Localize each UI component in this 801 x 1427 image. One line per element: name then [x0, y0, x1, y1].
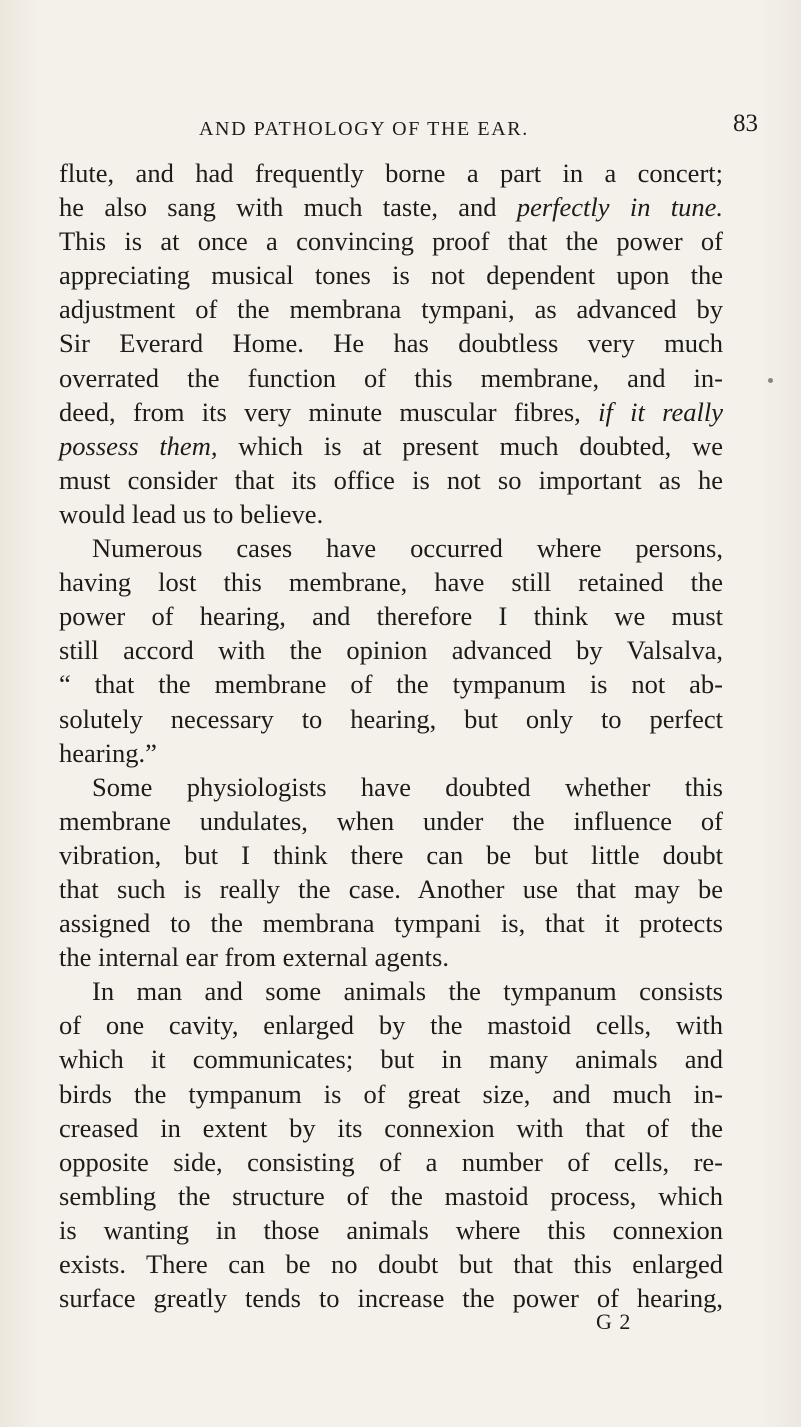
text-line: which it communicates; but in many animals and — [59, 1044, 723, 1075]
text-line — [59, 190, 723, 224]
text-line: would lead us to believe. — [59, 498, 324, 529]
text-line: sembling the structure of the mastoid process, which — [59, 1180, 723, 1211]
text-line: overrated the function of this membrane, and in- — [59, 362, 723, 393]
text-line: having lost this membrane, have still retained the — [59, 567, 723, 598]
text-line: assigned to the membrana tympani is, that it protects — [59, 908, 723, 939]
text-line: membrane undulates, when under the influence of — [59, 805, 723, 836]
text-line: of one cavity, enlarged by the mastoid cells, with — [59, 1010, 723, 1041]
text-line: appreciating musical tones is not dependent upon the — [59, 260, 723, 291]
text-line: Numerous cases have occurred where persons, — [92, 533, 723, 564]
text-line: Sir Everard Home. He has doubtless very much — [59, 328, 723, 359]
text-line: vibration, but I think there can be but little doubt — [59, 839, 723, 870]
italic-run: if it really — [598, 396, 724, 427]
text-line: “ that the membrane of the tympanum is not ab- — [59, 669, 723, 700]
text-line: flute, and had frequently borne a part in a concert; — [59, 158, 723, 188]
text-line: the internal ear from external agents. — [59, 942, 449, 973]
text-line: solutely necessary to hearing, but only to perfect — [59, 703, 723, 734]
text-line: power of hearing, and therefore I think we must — [59, 601, 723, 632]
page-header — [0, 110, 801, 148]
italic-run: possess them, — [59, 430, 218, 461]
running-head: AND PATHOLOGY OF THE EAR. — [199, 118, 529, 140]
text-line: This is at once a convincing proof that the power of — [59, 226, 723, 257]
text-line: creased in extent by its connexion with that of the — [59, 1112, 723, 1143]
text-run: deed, from its very minute muscular fibres, — [59, 396, 599, 427]
text-line: birds the tympanum is of great size, and much in- — [59, 1078, 723, 1109]
body-text — [59, 156, 723, 1315]
text-line: still accord with the opinion advanced by Valsalva, — [59, 635, 723, 666]
text-line: exists. There can be no doubt but that this enlarged — [59, 1249, 723, 1279]
text-run: he also sang with much taste, and — [59, 192, 517, 223]
page-number: 83 — [733, 110, 758, 137]
text-line — [59, 429, 723, 463]
paper-speck — [768, 378, 773, 383]
text-line: In man and some animals the tympanum consists — [92, 976, 723, 1007]
signature-mark: G 2 — [596, 1309, 632, 1334]
italic-run: perfectly in tune. — [516, 192, 723, 223]
text-line: adjustment of the membrana tympani, as advanced by — [59, 294, 723, 325]
text-line: surface greatly tends to increase the power of hearing, — [59, 1283, 723, 1314]
text-line: that such is really the case. Another use that may be — [59, 873, 723, 904]
text-line: opposite side, consisting of a number of cells, re- — [59, 1146, 723, 1177]
text-line: Some physiologists have doubted whether this — [92, 771, 723, 802]
text-line: is wanting in those animals where this connexion — [59, 1214, 723, 1245]
text-line: hearing.” — [59, 737, 157, 768]
text-line — [59, 395, 723, 429]
text-line: must consider that its office is not so important as he — [59, 464, 723, 495]
text-run: which is at present much doubted, we — [217, 430, 724, 461]
